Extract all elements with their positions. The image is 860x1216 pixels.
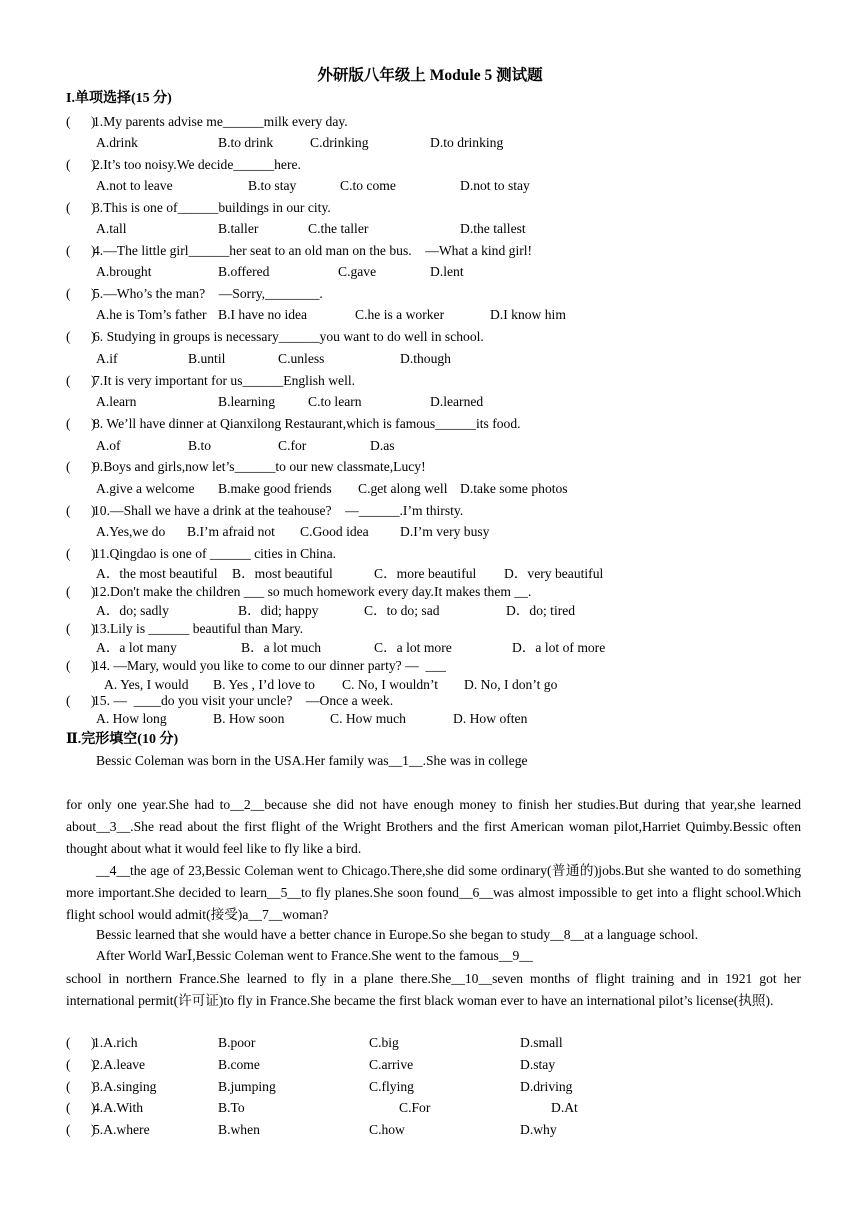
answer-option: D.small bbox=[520, 1035, 563, 1050]
answer-option: B.when bbox=[218, 1122, 260, 1137]
answer-option: D.stay bbox=[520, 1057, 556, 1072]
answer-paren: ( ) bbox=[66, 157, 96, 172]
answer-paren: ( ) bbox=[66, 1057, 96, 1072]
answer-option: B.learning bbox=[218, 394, 276, 409]
answer-option: A．do; sadly bbox=[96, 603, 169, 618]
answer-option: C.drinking bbox=[310, 135, 369, 150]
answer-option: D.not to stay bbox=[460, 178, 530, 193]
cloze-question: 3.A.singing bbox=[93, 1079, 157, 1094]
answer-option: A.of bbox=[96, 438, 121, 453]
answer-paren: ( ) bbox=[66, 373, 96, 388]
answer-option: C.for bbox=[278, 438, 307, 453]
passage-line: After World WarⅠ,Bessic Coleman went to France.She went to the famous__9__ bbox=[96, 948, 533, 963]
page-title: 外研版八年级上 Module 5 测试题 bbox=[317, 67, 543, 84]
answer-option: C. No, I wouldn’t bbox=[342, 677, 439, 692]
answer-option: A. Yes, I would bbox=[104, 677, 189, 692]
question-stem: 15. — ____do you visit your uncle? —Once a week. bbox=[93, 693, 394, 708]
answer-option: C.For bbox=[399, 1100, 431, 1115]
answer-option: C.to learn bbox=[308, 394, 362, 409]
answer-paren: ( ) bbox=[66, 114, 96, 129]
answer-option: D. How often bbox=[453, 711, 528, 726]
answer-option: C.gave bbox=[338, 264, 377, 279]
answer-option: A.brought bbox=[96, 264, 152, 279]
answer-option: A.tall bbox=[96, 221, 127, 236]
passage-line: Bessic Coleman was born in the USA.Her family was__1__.She was in college bbox=[96, 753, 528, 768]
answer-paren: ( ) bbox=[66, 1079, 96, 1094]
passage-paragraph: for only one year.She had to__2__because she did not have enough money to finish her studies.But during that year,she learned about__3__.She read about the first flight of the Wright Brothers and the first American woman pilot,Harriet Quimby.Bessic often thought about what it would feel like to fly like a bird. bbox=[66, 797, 801, 856]
answer-option: B. How soon bbox=[213, 711, 285, 726]
cloze-question: 2.A.leave bbox=[93, 1057, 146, 1072]
answer-option: D.to drinking bbox=[430, 135, 504, 150]
answer-option: D．do; tired bbox=[506, 603, 576, 618]
answer-paren: ( ) bbox=[66, 658, 96, 673]
question-stem: 9.Boys and girls,now let’s______to our new classmate,Lucy! bbox=[93, 459, 426, 474]
question-stem: 6. Studying in groups is necessary______you want to do well in school. bbox=[93, 329, 484, 344]
answer-option: A.give a welcome bbox=[96, 481, 195, 496]
answer-option: C.to come bbox=[340, 178, 396, 193]
passage-line: Bessic learned that she would have a better chance in Europe.So she began to study__8__at a language school. bbox=[96, 927, 699, 942]
answer-option: B.until bbox=[188, 351, 226, 366]
question-stem: 10.—Shall we have a drink at the teahouse? —______.I’m thirsty. bbox=[93, 503, 464, 518]
answer-paren: ( ) bbox=[66, 416, 96, 431]
answer-option: C．to do; sad bbox=[364, 603, 440, 618]
answer-paren: ( ) bbox=[66, 621, 96, 636]
answer-option: C.get along well bbox=[358, 481, 448, 496]
passage-paragraph: __4__the age of 23,Bessic Coleman went to Chicago.There,she did some ordinary(普通的)jobs.But she wanted to do something more important.She decided to learn__5__to fly planes.She soon found__6__was almost impossible to get into a flight school.Which flight school would admit(接受)a__7__woman? bbox=[66, 863, 801, 922]
answer-option: D.I’m very busy bbox=[400, 524, 490, 539]
passage-paragraph: school in northern France.She learned to fly in a plane there.She__10__seven months of flight training and in 1921 got her international permit(许可证)to fly in France.She became the first black woman ever to have an international pilot’s license(执照). bbox=[66, 971, 801, 1008]
answer-paren: ( ) bbox=[66, 546, 96, 561]
answer-option: C.arrive bbox=[369, 1057, 414, 1072]
answer-option: A.he is Tom’s father bbox=[96, 307, 207, 322]
answer-option: C.the taller bbox=[308, 221, 369, 236]
answer-option: D．a lot of more bbox=[512, 640, 606, 655]
answer-option: B.to drink bbox=[218, 135, 274, 150]
answer-option: C.flying bbox=[369, 1079, 414, 1094]
answer-option: A. How long bbox=[96, 711, 167, 726]
answer-paren: ( ) bbox=[66, 503, 96, 518]
answer-paren: ( ) bbox=[66, 693, 96, 708]
answer-option: B．most beautiful bbox=[232, 566, 333, 581]
answer-option: D.why bbox=[520, 1122, 557, 1137]
answer-paren: ( ) bbox=[66, 459, 96, 474]
question-stem: 12.Don't make the children ___ so much homework every day.It makes them __. bbox=[93, 584, 532, 599]
section-1-heading: I.单项选择(15 分) bbox=[66, 91, 172, 106]
answer-option: A.learn bbox=[96, 394, 137, 409]
question-stem: 3.This is one of______buildings in our city. bbox=[93, 200, 331, 215]
answer-paren: ( ) bbox=[66, 200, 96, 215]
answer-option: C．a lot more bbox=[374, 640, 452, 655]
answer-option: B.poor bbox=[218, 1035, 256, 1050]
answer-option: D.take some photos bbox=[460, 481, 568, 496]
answer-option: C.unless bbox=[278, 351, 325, 366]
answer-option: C．more beautiful bbox=[374, 566, 477, 581]
answer-option: A．a lot many bbox=[96, 640, 177, 655]
answer-paren: ( ) bbox=[66, 243, 96, 258]
question-stem: 14. —Mary, would you like to come to our dinner party? — ___ bbox=[93, 658, 446, 673]
answer-option: B.taller bbox=[218, 221, 259, 236]
answer-option: A.not to leave bbox=[96, 178, 173, 193]
answer-option: D.I know him bbox=[490, 307, 566, 322]
answer-option: B．a lot much bbox=[241, 640, 322, 655]
question-stem: 11.Qingdao is one of ______ cities in China. bbox=[93, 546, 337, 561]
answer-option: B.I’m afraid not bbox=[187, 524, 275, 539]
answer-option: D.as bbox=[370, 438, 395, 453]
section-2-heading: Ⅱ.完形填空(10 分) bbox=[66, 732, 179, 747]
answer-option: B.jumping bbox=[218, 1079, 276, 1094]
answer-option: A.if bbox=[96, 351, 118, 366]
question-stem: 5.—Who’s the man? —Sorry,________. bbox=[93, 286, 323, 301]
answer-option: D.though bbox=[400, 351, 451, 366]
cloze-question: 1.A.rich bbox=[93, 1035, 138, 1050]
answer-option: C.he is a worker bbox=[355, 307, 445, 322]
question-stem: 4.—The little girl______her seat to an old man on the bus. —What a kind girl! bbox=[93, 243, 533, 258]
answer-paren: ( ) bbox=[66, 1035, 96, 1050]
answer-option: B.To bbox=[218, 1100, 245, 1115]
question-stem: 8. We’ll have dinner at Qianxilong Restaurant,which is famous______its food. bbox=[93, 416, 521, 431]
answer-option: A．the most beautiful bbox=[96, 566, 218, 581]
answer-option: D．very beautiful bbox=[504, 566, 604, 581]
answer-option: B．did; happy bbox=[238, 603, 319, 618]
answer-option: D.At bbox=[551, 1100, 578, 1115]
answer-paren: ( ) bbox=[66, 329, 96, 344]
cloze-question: 4.A.With bbox=[93, 1100, 144, 1115]
question-stem: 1.My parents advise me______milk every day. bbox=[93, 114, 348, 129]
answer-option: B.make good friends bbox=[218, 481, 332, 496]
answer-paren: ( ) bbox=[66, 286, 96, 301]
answer-option: B.to stay bbox=[248, 178, 297, 193]
answer-option: B.come bbox=[218, 1057, 260, 1072]
cloze-question: 5.A.where bbox=[93, 1122, 150, 1137]
answer-paren: ( ) bbox=[66, 584, 96, 599]
answer-option: D.driving bbox=[520, 1079, 573, 1094]
answer-option: D.learned bbox=[430, 394, 484, 409]
question-stem: 7.It is very important for us______English well. bbox=[93, 373, 356, 388]
answer-option: C.big bbox=[369, 1035, 399, 1050]
answer-option: D.lent bbox=[430, 264, 464, 279]
answer-option: C. How much bbox=[330, 711, 406, 726]
answer-option: B.I have no idea bbox=[218, 307, 308, 322]
answer-paren: ( ) bbox=[66, 1100, 96, 1115]
question-stem: 2.It’s too noisy.We decide______here. bbox=[93, 157, 301, 172]
answer-option: A.drink bbox=[96, 135, 138, 150]
answer-option: D. No, I don’t go bbox=[464, 677, 558, 692]
answer-option: B.to bbox=[188, 438, 212, 453]
answer-option: B.offered bbox=[218, 264, 270, 279]
answer-option: B. Yes , I’d love to bbox=[213, 677, 315, 692]
question-stem: 13.Lily is ______ beautiful than Mary. bbox=[93, 621, 304, 636]
answer-paren: ( ) bbox=[66, 1122, 96, 1137]
answer-option: C.Good idea bbox=[300, 524, 369, 539]
answer-option: C.how bbox=[369, 1122, 405, 1137]
answer-option: A.Yes,we do bbox=[96, 524, 166, 539]
answer-option: D.the tallest bbox=[460, 221, 526, 236]
